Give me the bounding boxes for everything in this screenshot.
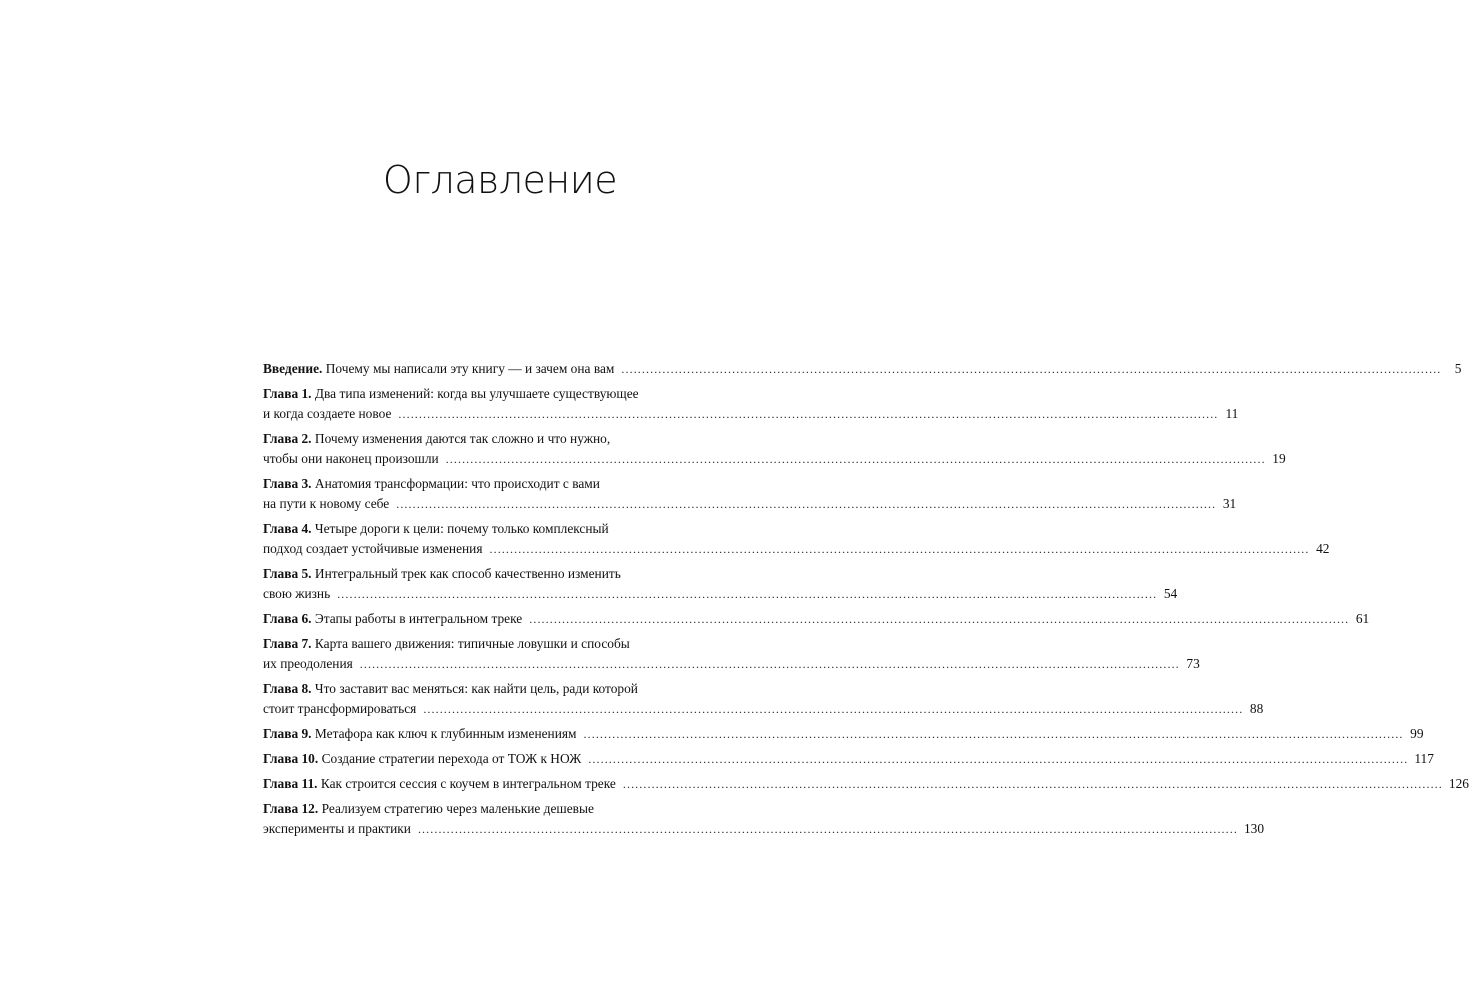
- toc-line: [263, 564, 738, 584]
- dot-leader: ........................................................................................................................................................................................................: [396, 497, 1217, 511]
- toc-line: [263, 449, 1286, 469]
- toc-line-text: [263, 564, 621, 584]
- chapter-label: Глава 3.: [263, 476, 312, 491]
- toc-line: [263, 819, 1265, 839]
- page-number: 54: [1163, 586, 1178, 601]
- chapter-title: Почему мы написали эту книгу — и зачем она вам: [325, 361, 615, 376]
- toc-entry: [263, 519, 1330, 559]
- chapter-label: Глава 12.: [263, 801, 319, 816]
- toc-line: [263, 494, 1237, 514]
- chapter-title: и когда создаете новое: [263, 406, 392, 421]
- toc-line-text: [263, 384, 639, 404]
- toc-line-text: [263, 799, 594, 819]
- chapter-label: Глава 8.: [263, 681, 312, 696]
- page-number: 73: [1186, 656, 1200, 671]
- toc-line-text: [263, 539, 483, 559]
- toc-line: [263, 519, 738, 539]
- dot-leader: ........................................................................................................................................................................................................: [423, 702, 1244, 716]
- toc-entry: [263, 724, 1424, 744]
- chapter-label: Введение.: [263, 361, 323, 376]
- toc-line: [263, 724, 1424, 744]
- toc-entry: [263, 384, 1239, 424]
- toc-entry: [263, 564, 1178, 604]
- toc-line: [263, 404, 1239, 424]
- toc-line-text: [263, 819, 411, 839]
- page-number: 61: [1355, 611, 1370, 626]
- page-number: 42: [1316, 541, 1330, 556]
- toc-line-text: [263, 359, 614, 379]
- toc-entry: [263, 799, 1265, 839]
- dot-leader: ........................................................................................................................................................................................................: [398, 407, 1219, 421]
- dot-leader: ........................................................................................................................................................................................................: [622, 777, 1443, 791]
- chapter-label: Глава 6.: [263, 611, 312, 626]
- toc-line: [263, 749, 1434, 769]
- page-number: 130: [1243, 821, 1265, 836]
- page-number: 88: [1249, 701, 1264, 716]
- toc-entry: [263, 429, 1286, 469]
- toc-line-text: [263, 584, 330, 604]
- toc-line: [263, 799, 738, 819]
- page-number: 5: [1454, 361, 1462, 376]
- chapter-label: Глава 11.: [263, 776, 318, 791]
- toc-entry: [263, 774, 1469, 794]
- chapter-label: Глава 1.: [263, 386, 312, 401]
- page-number: 126: [1448, 776, 1469, 791]
- toc-entry: [263, 609, 1370, 629]
- toc-line-text: [263, 654, 353, 674]
- toc-line: [263, 359, 1462, 379]
- chapter-title: Карта вашего движения: типичные ловушки и способы: [314, 636, 630, 651]
- page-number: 117: [1414, 751, 1434, 766]
- dot-leader: ........................................................................................................................................................................................................: [588, 752, 1409, 766]
- chapter-title: на пути к новому себе: [263, 496, 390, 511]
- chapter-label: Глава 4.: [263, 521, 312, 536]
- dot-leader: ........................................................................................................................................................................................................: [359, 657, 1180, 671]
- chapter-title: чтобы они наконец произошли: [263, 451, 439, 466]
- chapter-label: Глава 7.: [263, 636, 312, 651]
- chapter-title: Два типа изменений: когда вы улучшаете существующее: [314, 386, 639, 401]
- toc-line: [263, 609, 1370, 629]
- toc-entry: [263, 634, 1200, 674]
- chapter-title: свою жизнь: [263, 586, 331, 601]
- chapter-label: Глава 5.: [263, 566, 312, 581]
- dot-leader: ........................................................................................................................................................................................................: [489, 542, 1310, 556]
- chapter-title: Почему изменения даются так сложно и что нужно,: [314, 431, 611, 446]
- toc-line-text: [263, 474, 600, 494]
- toc-line-text: [263, 429, 610, 449]
- toc-line-text: [263, 494, 389, 514]
- chapter-title: Реализуем стратегию через маленькие дешевые: [321, 801, 594, 816]
- page-title: Оглавление: [382, 158, 618, 202]
- toc-line-text: [263, 749, 581, 769]
- toc-line-text: [263, 634, 630, 654]
- chapter-title: Этапы работы в интегральном треке: [314, 611, 523, 626]
- chapter-title: эксперименты и практики: [263, 821, 411, 836]
- toc-line: [263, 429, 738, 449]
- toc-line-text: [263, 609, 522, 629]
- toc-entry: [263, 749, 1434, 769]
- dot-leader: ........................................................................................................................................................................................................: [621, 362, 1442, 376]
- toc-line-text: [263, 679, 638, 699]
- toc-line: [263, 584, 1178, 604]
- chapter-title: Интегральный трек как способ качественно изменить: [314, 566, 621, 581]
- chapter-title: Метафора как ключ к глубинным изменениям: [314, 726, 577, 741]
- chapter-title: Что заставит вас меняться: как найти цель, ради которой: [314, 681, 638, 696]
- toc-line-text: [263, 699, 416, 719]
- toc-entry: [263, 359, 1462, 379]
- chapter-title: Анатомия трансформации: что происходит с вами: [314, 476, 600, 491]
- chapter-label: Глава 10.: [263, 751, 319, 766]
- toc-entry: [263, 474, 1237, 514]
- toc-line-text: [263, 774, 616, 794]
- chapter-title: Создание стратегии перехода от ТОЖ к НОЖ: [321, 751, 582, 766]
- table-of-contents: [263, 359, 1469, 844]
- toc-line: [263, 634, 738, 654]
- toc-line: [263, 774, 1469, 794]
- dot-leader: ........................................................................................................................................................................................................: [583, 727, 1404, 741]
- chapter-title: их преодоления: [263, 656, 353, 671]
- toc-line-text: [263, 449, 439, 469]
- page-number: 31: [1222, 496, 1237, 511]
- chapter-title: подход создает устойчивые изменения: [263, 541, 483, 556]
- toc-entry: [263, 679, 1264, 719]
- toc-line: [263, 699, 1264, 719]
- page-number: 19: [1272, 451, 1286, 466]
- page-number: 11: [1225, 406, 1239, 421]
- chapter-title: Четыре дороги к цели: почему только комплексный: [314, 521, 609, 536]
- toc-line: [263, 474, 738, 494]
- toc-line-text: [263, 404, 391, 424]
- toc-line: [263, 539, 1330, 559]
- toc-line-text: [263, 519, 609, 539]
- dot-leader: ........................................................................................................................................................................................................: [445, 452, 1266, 466]
- toc-line: [263, 384, 738, 404]
- dot-leader: ........................................................................................................................................................................................................: [337, 587, 1158, 601]
- chapter-title: Как строится сессия с коучем в интегральном треке: [320, 776, 616, 791]
- chapter-label: Глава 9.: [263, 726, 312, 741]
- toc-line: [263, 654, 1200, 674]
- chapter-title: стоит трансформироваться: [263, 701, 417, 716]
- chapter-label: Глава 2.: [263, 431, 312, 446]
- dot-leader: ........................................................................................................................................................................................................: [417, 822, 1238, 836]
- dot-leader: ........................................................................................................................................................................................................: [529, 612, 1350, 626]
- page-number: 99: [1410, 726, 1424, 741]
- toc-line: [263, 679, 738, 699]
- toc-line-text: [263, 724, 577, 744]
